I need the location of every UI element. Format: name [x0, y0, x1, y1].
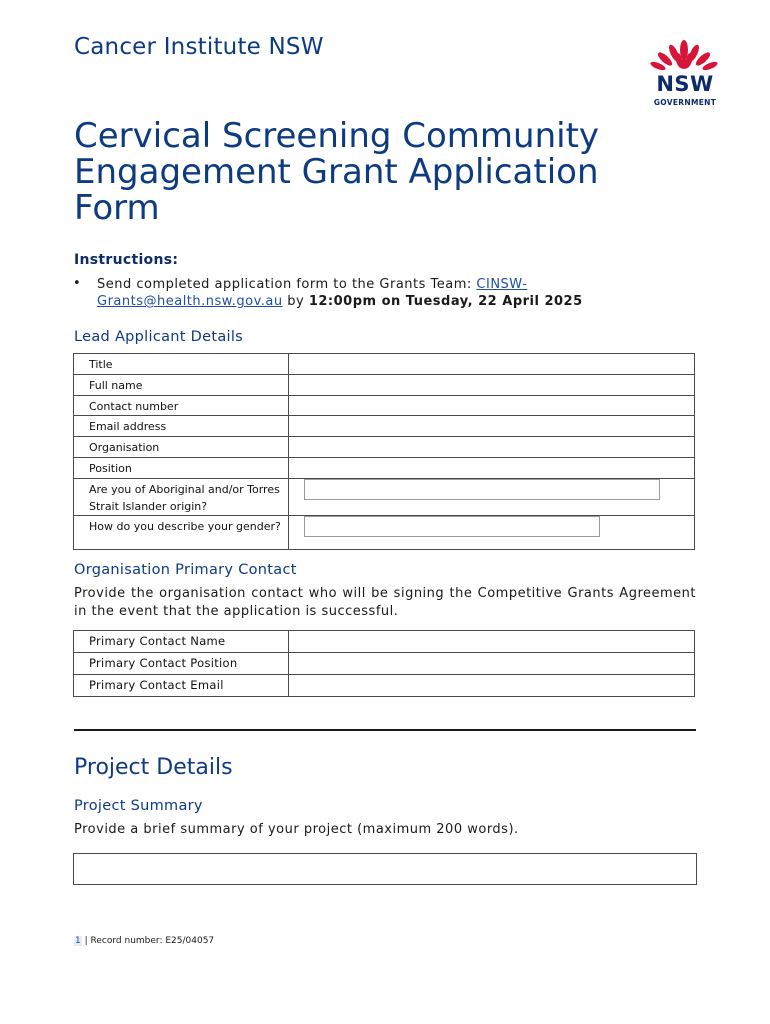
- primary-contact-heading: Organisation Primary Contact: [74, 562, 297, 578]
- logo-government-text: GOVERNMENT: [653, 98, 717, 107]
- contact-number-label: Contact number: [74, 396, 289, 416]
- gender-cell: [289, 516, 695, 550]
- contact-number-field[interactable]: [289, 396, 695, 416]
- logo-nsw-text: NSW: [656, 72, 714, 96]
- email-address-field[interactable]: [289, 416, 695, 437]
- document-title: Cervical Screening Community Engagement Grant Application Form: [74, 116, 600, 228]
- aboriginal-origin-dropdown[interactable]: [304, 479, 660, 500]
- table-row: [74, 354, 695, 375]
- table-row: [74, 437, 695, 458]
- record-number: Record number: E25/04057: [90, 936, 215, 946]
- email-address-label: Email address: [74, 416, 289, 437]
- table-row: [74, 375, 695, 396]
- instructions-lead-text: Send completed application form to the Grants Team:: [97, 277, 477, 292]
- instructions-heading: Instructions:: [74, 252, 179, 268]
- footer-separator: |: [84, 936, 88, 946]
- primary-contact-description: Provide the organisation contact who will be signing the Competitive Grants Agreement in the event that the application is successful.: [74, 586, 696, 619]
- table-row: [74, 458, 695, 479]
- project-details-heading: Project Details: [74, 755, 233, 780]
- table-row: [74, 516, 695, 550]
- page-footer: [74, 936, 214, 946]
- aboriginal-origin-label: Are you of Aboriginal and/or Torres Strait Islander origin?: [74, 479, 289, 516]
- table-row: [74, 479, 695, 516]
- position-label: Position: [74, 458, 289, 479]
- bullet-icon: •: [73, 276, 81, 291]
- table-row: [74, 416, 695, 437]
- page-number: 1: [75, 936, 81, 946]
- deadline-text: 12:00pm on Tuesday, 22 April 2025: [308, 294, 583, 309]
- project-summary-heading: Project Summary: [74, 798, 203, 814]
- position-field[interactable]: [289, 458, 695, 479]
- title-field[interactable]: [289, 354, 695, 375]
- lead-applicant-table: [73, 353, 695, 550]
- organisation-label: Organisation: [74, 437, 289, 458]
- instructions-by-text: by: [282, 294, 309, 309]
- section-divider: [74, 729, 696, 731]
- organisation-field[interactable]: [289, 437, 695, 458]
- grants-email-link[interactable]: CINSW-Grants@health.nsw.gov.au: [97, 277, 528, 309]
- primary-contact-email-field[interactable]: [289, 675, 695, 697]
- full-name-field[interactable]: [289, 375, 695, 396]
- project-summary-field[interactable]: [73, 853, 697, 885]
- table-row: [74, 631, 695, 653]
- aboriginal-origin-cell: [289, 479, 695, 516]
- gender-input[interactable]: [304, 516, 600, 537]
- primary-contact-position-label: Primary Contact Position: [74, 653, 289, 675]
- table-row: [74, 675, 695, 697]
- gender-label: How do you describe your gender?: [74, 516, 289, 550]
- primary-contact-email-label: Primary Contact Email: [74, 675, 289, 697]
- project-summary-description: Provide a brief summary of your project (maximum 200 words).: [74, 822, 519, 837]
- instructions-text: [97, 276, 657, 310]
- table-row: [74, 653, 695, 675]
- primary-contact-table: [73, 630, 695, 697]
- table-row: [74, 396, 695, 416]
- lead-applicant-heading: Lead Applicant Details: [74, 329, 244, 345]
- title-label: Title: [74, 354, 289, 375]
- primary-contact-name-label: Primary Contact Name: [74, 631, 289, 653]
- full-name-label: Full name: [74, 375, 289, 396]
- org-name: Cancer Institute NSW: [74, 34, 324, 60]
- primary-contact-name-field[interactable]: [289, 631, 695, 653]
- primary-contact-position-field[interactable]: [289, 653, 695, 675]
